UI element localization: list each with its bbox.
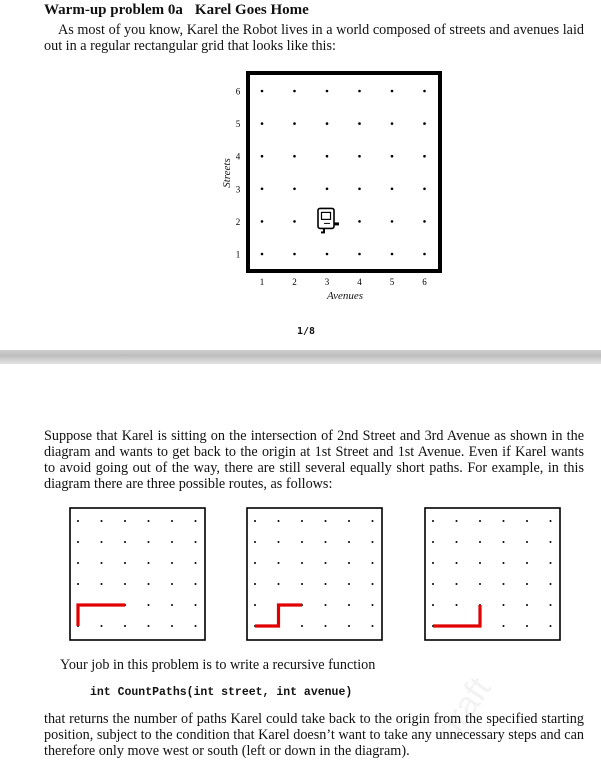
grid-corner-dot [278,562,280,564]
grid-corner-dot [423,155,426,158]
grid-corner-dot [254,541,256,543]
grid-corner-dot [423,90,426,93]
grid-corner-dot [325,604,327,606]
grid-corner-dot [526,541,528,543]
grid-corner-dot [432,583,434,585]
grid-corner-dot [550,604,552,606]
avenue-number-label: 6 [422,277,427,287]
grid-corner-dot [325,625,327,627]
watermark: draft [428,670,499,748]
grid-corner-dot [456,520,458,522]
task-paragraph: Your job in this problem is to write a recursive function [60,657,376,673]
grid-corner-dot [101,625,103,627]
grid-corner-dot [278,520,280,522]
grid-corner-dot [391,220,394,223]
grid-corner-dot [391,90,394,93]
grid-corner-dot [479,520,481,522]
problem-topic: Karel Goes Home [194,2,309,18]
grid-corner-dot [391,155,394,158]
grid-corner-dot [372,583,374,585]
grid-corner-dot [372,625,374,627]
grid-corner-dot [348,604,350,606]
grid-corner-dot [77,520,79,522]
grid-corner-dot [101,520,103,522]
grid-corner-dot [456,604,458,606]
world-border [248,73,440,271]
grid-corner-dot [293,155,296,158]
street-number-label: 2 [235,216,241,227]
grid-corner-dot [261,122,264,125]
grid-corner-dot [432,541,434,543]
grid-corner-dot [348,562,350,564]
intro-paragraph: As most of you know, Karel the Robot lives in a world composed of streets and avenues laid out in a regular rectangular grid that looks like this: [44,22,584,54]
grid-corner-dot [372,562,374,564]
route-diagram-2 [247,508,382,640]
grid-corner-dot [293,253,296,256]
avenue-number-label: 3 [324,277,330,287]
grid-corner-dot [301,562,303,564]
grid-corner-dot [432,520,434,522]
grid-corner-dot [348,520,350,522]
grid-corner-dot [432,604,434,606]
street-number-label: 3 [235,184,241,195]
grid-corner-dot [372,604,374,606]
grid-corner-dot [124,583,126,585]
route-diagrams [0,500,601,650]
grid-corner-dot [479,541,481,543]
grid-corner-dot [372,520,374,522]
grid-corner-dot [171,520,173,522]
grid-corner-dot [301,583,303,585]
grid-corner-dot [526,583,528,585]
grid-corner-dot [171,604,173,606]
page-separator [0,350,601,364]
grid-corner-dot [101,562,103,564]
grid-corner-dot [326,90,329,93]
grid-corner-dot [503,520,505,522]
closing-paragraph: that returns the number of paths Karel could take back to the origin from the specified starting position, subject to the condition that Karel doesn’t want to take any unnecessary steps and can therefore only move west or south (left or down in the diagram). [44,711,584,759]
grid-corner-dot [124,520,126,522]
grid-corner-dot [550,625,552,627]
route-diagram-3 [425,508,560,640]
grid-corner-dot [526,604,528,606]
street-number-label: 4 [235,151,241,162]
street-number-label: 6 [235,86,241,97]
grid-corner-dot [456,541,458,543]
avenue-number-label: 5 [389,277,395,287]
grid-corner-dot [423,220,426,223]
grid-corner-dot [326,122,329,125]
grid-corner-dot [148,541,150,543]
grid-corner-dot [423,188,426,191]
route-box-border [247,508,382,640]
grid-corner-dot [101,541,103,543]
grid-corner-dot [254,562,256,564]
route-box-border [70,508,205,640]
grid-corner-dot [391,253,394,256]
grid-corner-dot [124,562,126,564]
route-diagram-1 [70,508,205,640]
avenue-number-label: 2 [292,277,297,287]
grid-corner-dot [432,562,434,564]
grid-corner-dot [195,562,197,564]
grid-corner-dot [261,220,264,223]
function-signature: int CountPaths(int street, int avenue) [90,686,353,699]
grid-corner-dot [195,520,197,522]
grid-corner-dot [148,562,150,564]
grid-corner-dot [325,520,327,522]
route-2-path [255,605,302,626]
grid-corner-dot [195,583,197,585]
route-1-path [78,605,125,626]
grid-corner-dot [171,562,173,564]
grid-corner-dot [293,90,296,93]
grid-corner-dot [293,188,296,191]
grid-corner-dot [278,541,280,543]
grid-corner-dot [124,625,126,627]
grid-corner-dot [261,253,264,256]
karel-world-diagram [0,0,601,350]
grid-corner-dot [301,541,303,543]
grid-corner-dot [278,583,280,585]
grid-corner-dot [503,604,505,606]
grid-corner-dot [550,520,552,522]
grid-corner-dot [358,188,361,191]
grid-corner-dot [348,625,350,627]
avenue-number-label: 4 [357,277,362,287]
grid-corner-dot [456,583,458,585]
grid-corner-dot [77,541,79,543]
grid-corner-dot [526,520,528,522]
grid-corner-dot [195,625,197,627]
grid-corner-dot [148,520,150,522]
grid-corner-dot [503,562,505,564]
grid-corner-dot [77,562,79,564]
grid-corner-dot [77,583,79,585]
route-box-border [425,508,560,640]
grid-corner-dot [325,583,327,585]
grid-corner-dot [261,155,264,158]
grid-corner-dot [148,583,150,585]
street-number-label: 1 [235,249,241,260]
grid-corner-dot [503,541,505,543]
grid-corner-dot [148,625,150,627]
grid-corner-dot [325,562,327,564]
grid-corner-dot [479,583,481,585]
grid-corner-dot [423,253,426,256]
situation-paragraph: Suppose that Karel is sitting on the intersection of 2nd Street and 3rd Avenue as shown in the diagram and wants to get back to the origin at 1st Street and 1st Avenue. Even if Karel wants to avoid going out of the way, there are still several equally short paths. For example, in this diagram there are three possible routes, as follows: [44,428,584,492]
grid-corner-dot [358,253,361,256]
grid-corner-dot [372,541,374,543]
grid-corner-dot [254,583,256,585]
grid-corner-dot [326,155,329,158]
grid-corner-dot [325,541,327,543]
grid-corner-dot [171,583,173,585]
grid-corner-dot [550,541,552,543]
grid-corner-dot [171,541,173,543]
grid-corner-dot [101,583,103,585]
avenue-number-label: 1 [259,277,265,287]
grid-corner-dot [348,583,350,585]
grid-corner-dot [254,520,256,522]
grid-corner-dot [503,583,505,585]
grid-corner-dot [195,604,197,606]
grid-corner-dot [326,253,329,256]
grid-corner-dot [301,520,303,522]
grid-corner-dot [358,155,361,158]
grid-corner-dot [479,562,481,564]
route-3-path [433,605,480,626]
grid-corner-dot [254,604,256,606]
grid-corner-dot [550,562,552,564]
grid-corner-dot [358,90,361,93]
grid-corner-dot [293,220,296,223]
grid-corner-dot [550,583,552,585]
grid-corner-dot [391,188,394,191]
grid-corner-dot [301,625,303,627]
grid-corner-dot [391,122,394,125]
grid-corner-dot [503,625,505,627]
page-number: 1/8 [296,326,316,337]
grid-corner-dot [124,541,126,543]
grid-corner-dot [261,188,264,191]
grid-corner-dot [358,220,361,223]
grid-corner-dot [195,541,197,543]
grid-corner-dot [423,122,426,125]
avenues-axis-label: Avenues [326,290,364,302]
grid-corner-dot [326,188,329,191]
grid-corner-dot [148,604,150,606]
grid-corner-dot [348,541,350,543]
grid-corner-dot [358,122,361,125]
karel-robot-icon [318,208,339,232]
problem-title: Warm-up problem 0a [44,2,183,18]
street-number-label: 5 [235,119,241,130]
grid-corner-dot [293,122,296,125]
grid-corner-dot [171,625,173,627]
grid-corner-dot [456,562,458,564]
streets-axis-label: Streets [221,158,233,188]
grid-corner-dot [526,562,528,564]
grid-corner-dot [261,90,264,93]
grid-corner-dot [526,625,528,627]
